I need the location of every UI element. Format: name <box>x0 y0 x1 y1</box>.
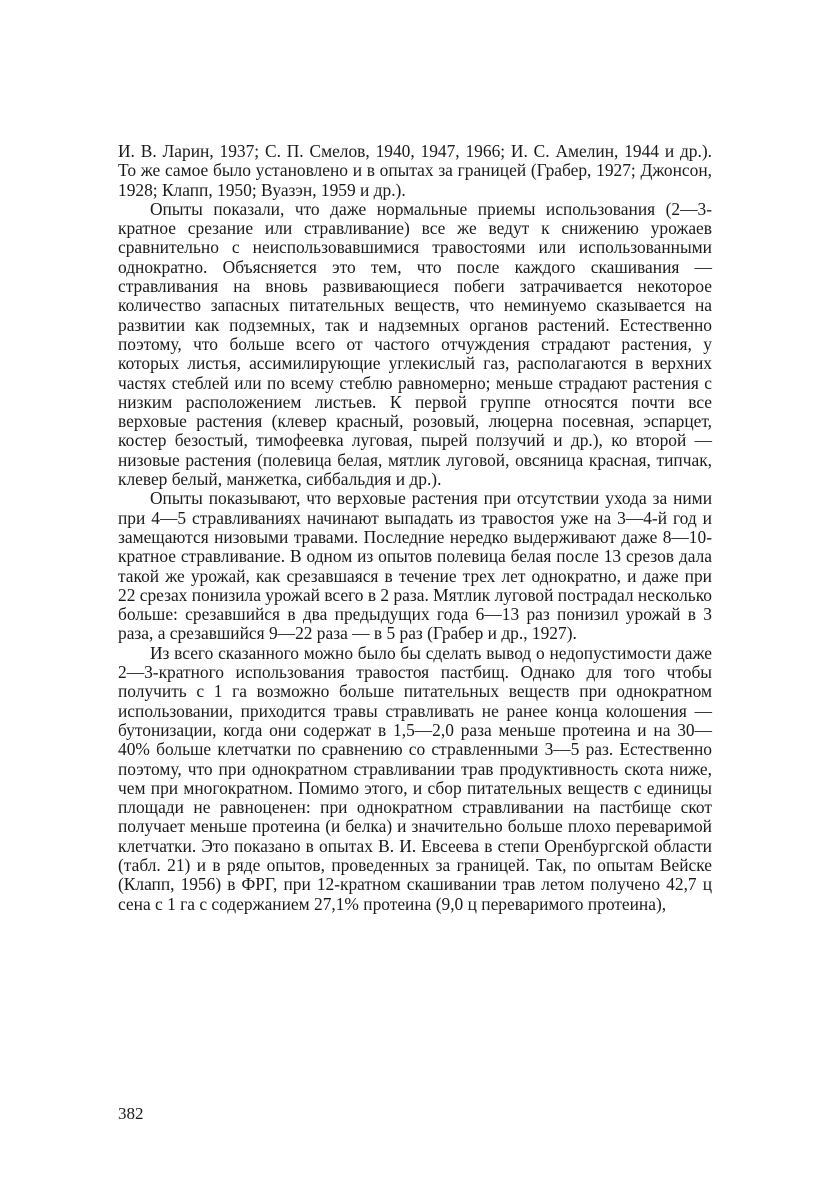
paragraph-grazing-results: Опыты показывают, что верховые растения при отсутствии ухода за ними при 4—5 стравливаниях начинают выпадать из травостоя уже на 3—4-й год и замещаются низовыми травами. Последние нередко выдерживают даже 8—10-кратное стравливание. В одном из опытов полевица белая после 13 срезов дала такой же урожай, как срезавшаяся в течение трех лет однократно, и даже при 22 срезах понизила урожай всего в 2 раза. Мятлик луговой пострадал несколько больше: срезавшийся в два предыдущих года 6—13 раз понизил урожай в 3 раза, а срезавшийся 9—22 раза — в 5 раз (Грабер и др., 1927). <box>118 488 712 644</box>
paragraph-conclusion: Из всего сказанного можно было бы сделать вывод о недопустимости даже 2—3-кратного использования травостоя пастбищ. Однако для того чтобы получить с 1 га возможно больше питательных веществ при однократном использовании, приходится травы стравливать не ранее конца колошения — бутонизации, когда они содержат в 1,5—2,0 раза меньше протеина и на 30—40% больше клетчатки по сравнению со стравленными 3—5 раз. Естественно поэтому, что при однократном стравливании трав продуктивность скота ниже, чем при многократном. Помимо этого, и сбор питательных веществ с единицы площади не равноценен: при однократном стравливании на пастбище скот получает меньше протеина (и белка) и значительно больше плохо переваримой клетчатки. Это показано в опытах В. И. Евсеева в степи Оренбургской области (табл. 21) и в ряде опытов, проведенных за границей. Так, по опытам Вейске (Клапп, 1956) в ФРГ, при 12-кратном скашивании трав летом получено 42,7 ц сена с 1 га с содержанием 27,1% протеина (9,0 ц переваримого протеина), <box>118 642 712 914</box>
paragraph-usage-experiments: Опыты показали, что даже нормальные приемы использования (2—3-кратное срезание или стравливание) все же ведут к снижению урожаев сравнительно с неиспользовавшимися травостоями или использованными однократно. Объясняется это тем, что после каждого скашивания — стравливания на вновь развивающиеся побеги затрачивается некоторое количество запасных питательных веществ, что неминуемо сказывается на развитии как подземных, так и надземных органов растений. Естественно поэтому, что больше всего от частого отчуждения страдают растения, у которых листья, ассимилирующие углекислый газ, располагаются в верхних частях стеблей или по всему стеблю равномерно; меньше страдают растения с низким расположением листьев. К первой группе относятся почти все верховые растения (клевер красный, розовый, люцерна посевная, эспарцет, костер безостый, тимофеевка луговая, пырей ползучий и др.), ко второй — низовые растения (полевица белая, мятлик луговой, овсяница красная, типчак, клевер белый, манжетка, сиббальдия и др.). <box>118 198 712 490</box>
page-number: 382 <box>118 1104 144 1123</box>
paragraph-citation-continuation: И. В. Ларин, 1937; С. П. Смелов, 1940, 1947, 1966; И. С. Амелин, 1944 и др.). То же самое было установлено и в опытах за границей (Грабер, 1927; Джонсон, 1928; Клапп, 1950; Вуазэн, 1959 и др.). <box>118 141 712 200</box>
page-body <box>118 142 712 914</box>
